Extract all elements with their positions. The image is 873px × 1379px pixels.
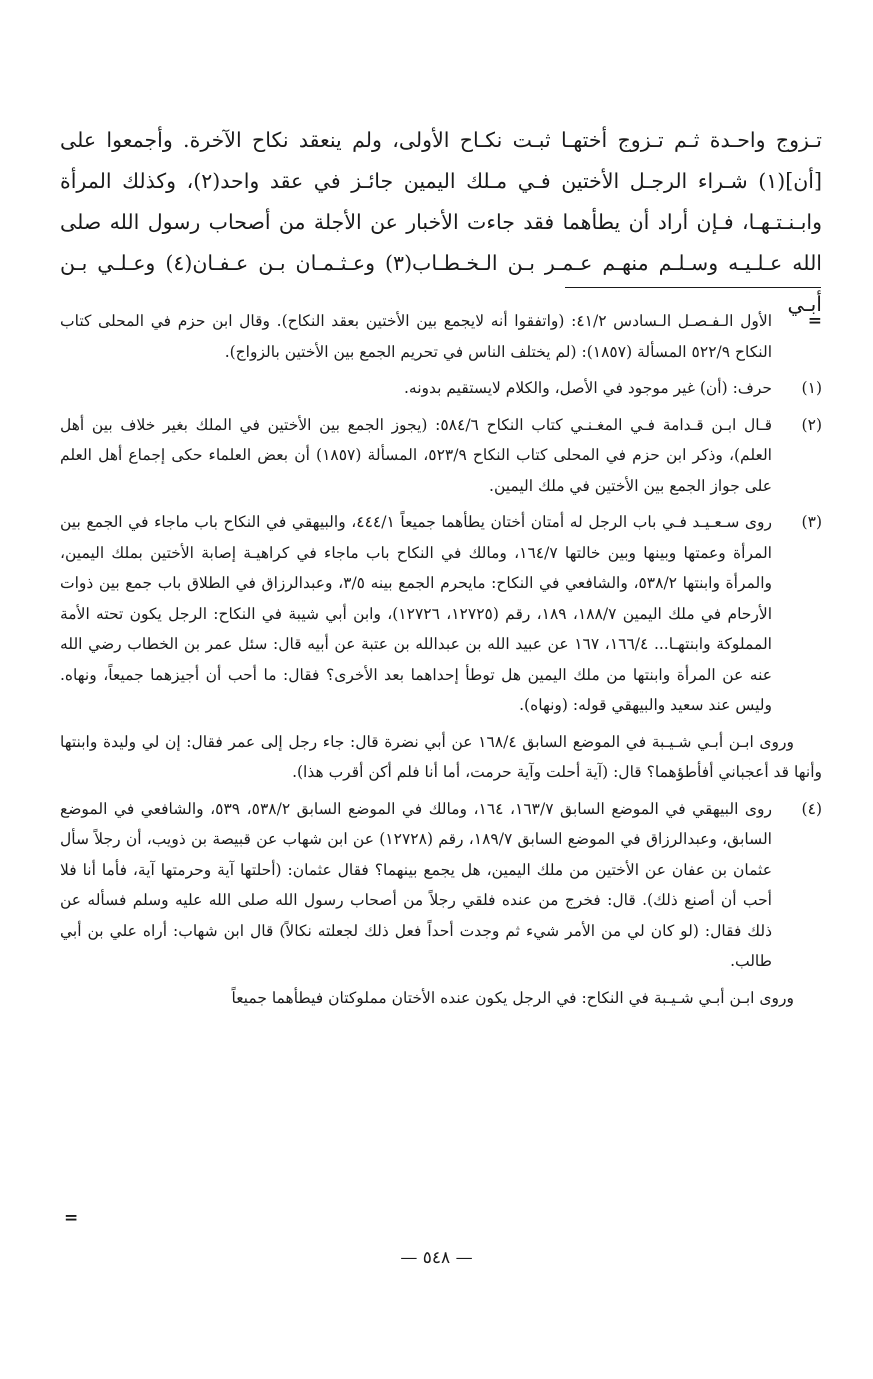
footnote-4 (60, 794, 822, 977)
continuation-text: الأول الـفـصـل الـسادس ٤١/٢: (واتفقوا أنه لايجمع بين الأختين بعقد النكاح). وقال ابن حزم في المحلى كتاب النكاح ٥٢٢/٩ المسألة (١٨٥٧): (لم يختلف الناس في تحريم الجمع بين الأختين بالزواج). (60, 312, 772, 361)
footnote-number: (٣) (801, 513, 822, 531)
footnote-number: (١) (801, 379, 822, 397)
continuation-mark: = (807, 311, 822, 331)
footnote-text: حرف: (أن) غير موجود في الأصل، والكلام لايستقيم بدونه. (403, 379, 772, 397)
footnote-3-continued: وروى ابـن أبـي شـيـبة في الموضع السابق ١٦٨/٤ عن أبي نضرة قال: جاء رجل إلى عمر فقال: إن لي وليدة وابنتها وأنها قد أعجباني أفأطؤهما؟ قال: (آية أحلت وآية حرمت، أما أنا فلم أكن أقرب هذا). (60, 732, 822, 781)
footnote-separator (565, 287, 821, 288)
main-line: [أن](١) شـراء الرجـل الأختين فـي مـلك اليمين جائـز في عقد واحد(٢)، وكذلك المرأة (60, 169, 822, 193)
footnote-number: (٢) (801, 415, 822, 434)
footnote-text: قـال ابـن قـدامة فـي المغـنـي كتاب النكاح ٥٨٤/٦: (يجوز الجمع بين الأختين في الملك بغير خلاف بين أهل العلم)، وذكر ابن حزم في المحلى كتاب النكاح ٥٢٣/٩، المسألة (١٨٥٧) أن بعض العلماء حكى إجماع أهل العلم على جواز الجمع بين الأختين في ملك اليمين. (60, 415, 772, 495)
footnote-text: روى البيهقي في الموضع السابق ١٦٣/٧، ١٦٤، ومالك في الموضع السابق ٥٣٨/٢، ٥٣٩، والشافعي في الموضع السابق، وعبدالرزاق في الموضع السابق ١٨٩/٧، رقم (١٢٧٢٨) عن ابن شهاب عن قبيصة بن ذويب، أن رجلاً سأل عثمان بن عفان عن الأختين من ملك اليمين، هل يجمع بينهما؟ فقال عثمان: (أحلتها آية وحرمتها آية، فأما أنا فلا أحب أن أصنع ذلك). قال: فخرج من عنده فلقي رجلاً من أصحاب رسول الله صلى الله عليه وسلم فسأله عن ذلك فقال: (لو كان لي من الأمر شيء ثم وجدت أحداً فعل ذلك لجعلته نكالاً) قال ابن شهاب: أراه علي بن أبي طالب. (60, 799, 772, 970)
main-line: وابـنـتـهـا، فـإن أراد أن يطأهما فقد جاءت الأخبار عن الأجلة من أصحاب رسول الله صلى (60, 210, 822, 234)
continuation-end-mark: = (64, 1208, 79, 1228)
main-line: الله عـلـيـه وسـلـم منهـم عـمـر بـن الـخـطـاب(٣) وعـثـمـان بـن عـفـان(٤) وعـلـي بـن أبـي (60, 251, 823, 316)
footnote-2 (60, 410, 822, 502)
page-number: — ٥٤٨ — (400, 1248, 473, 1268)
footnote-text: روى سـعـيـد فـي باب الرجل له أمتان أختان يطأهما جميعاً ٤٤٤/١، والبيهقي في النكاح باب ماجاء في الجمع بين المرأة وعمتها وبينها وبين خالتها ١٦٤/٧، ومالك في النكاح باب ماجاء في كراهيـة إصابة الأختين بملك اليمين، والمرأة وابنتها ٥٣٨/٢، والشافعي في النكاح: مايحرم الجمع بينه ٣/٥، وعبدالرزاق في الطلاق باب جمع بين ذوات الأرحام في ملك اليمين ١٨٨/٧، ١٨٩، رقم (١٢٧٢٥، ١٢٧٢٦)، وابن أبي شيبة في النكاح: الرجل يكون تحته الأمة المملوكة وابنتهـا... ١٦٦/٤، ١٦٧ عن عبيد الله بن عبدالله بن عتبة عن أبيه قال: سئل عمر بن الخطاب رضي الله عنه عن المرأة وابنتها من ملك اليمين هل توطأ إحداهما بعد الأخرى؟ فقال: ما أحب أن أجيزهما جميعاً، ونهاه. وليس عند سعيد والبيهقي قوله: (ونهاه). (60, 513, 773, 714)
footnote-4-continued: وروى ابـن أبـي شـيـبة في النكاح: في الرجل يكون عنده الأختان مملوكتان فيطأهما جميعاً (231, 988, 794, 1007)
footnote-number: (٤) (801, 799, 822, 818)
continuation-note (60, 306, 822, 367)
main-line: تـزوج واحـدة ثـم تـزوج أختهـا ثبـت نكـاح الأولى، ولم ينعقد نكاح الآخرة. وأجمعوا على (60, 128, 822, 152)
footnote-1 (60, 373, 822, 404)
footnotes (60, 306, 822, 1019)
footnote-3 (60, 507, 822, 721)
main-text (60, 120, 822, 325)
